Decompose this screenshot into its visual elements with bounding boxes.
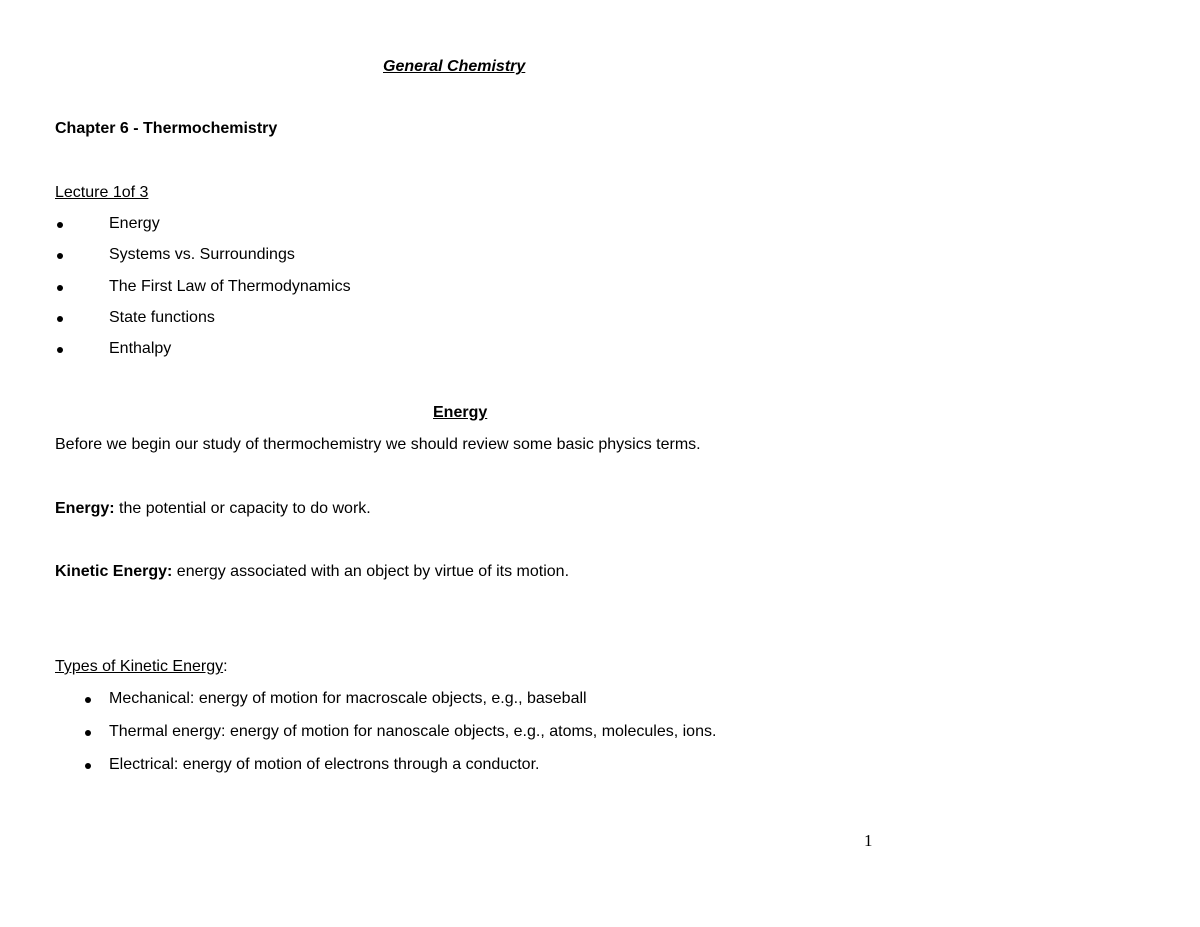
bullet-icon — [57, 253, 63, 259]
bullet-icon — [57, 285, 63, 291]
bullet-icon — [57, 316, 63, 322]
kinetic-types-heading-colon: : — [223, 658, 228, 675]
page-number: 1 — [864, 831, 873, 850]
definition-text: the potential or capacity to do work. — [114, 500, 371, 517]
kinetic-types-heading — [55, 657, 228, 677]
kinetic-type-item: Thermal energy: energy of motion for nanoscale objects, e.g., atoms, molecules, ions. — [109, 723, 717, 740]
bullet-icon — [85, 697, 91, 703]
kinetic-type-item: Electrical: energy of motion of electrons through a conductor. — [109, 756, 540, 773]
lecture-topic: Enthalpy — [109, 340, 172, 357]
kinetic-types-heading-text: Types of Kinetic Energy — [55, 658, 224, 675]
lecture-topic: Systems vs. Surroundings — [109, 246, 295, 263]
definition-energy — [55, 499, 371, 519]
lecture-topic: The First Law of Thermodynamics — [109, 278, 351, 295]
lecture-heading: Lecture 1of 3 — [55, 184, 149, 201]
bullet-icon — [57, 347, 63, 353]
chapter-heading: Chapter 6 - Thermochemistry — [55, 120, 278, 137]
lecture-topic: Energy — [109, 215, 160, 232]
section-heading-energy: Energy — [433, 404, 488, 421]
lecture-topic: State functions — [109, 309, 215, 326]
bullet-icon — [57, 222, 63, 228]
definition-text: energy associated with an object by virtue of its motion. — [172, 563, 570, 580]
definition-term: Kinetic Energy: — [55, 563, 173, 580]
bullet-icon — [85, 730, 91, 736]
definition-kinetic-energy — [55, 562, 569, 582]
intro-paragraph: Before we begin our study of thermochemistry we should review some basic physics terms. — [55, 436, 701, 453]
document-title: General Chemistry — [383, 58, 526, 75]
kinetic-type-item: Mechanical: energy of motion for macroscale objects, e.g., baseball — [109, 690, 587, 707]
definition-term: Energy: — [55, 500, 115, 517]
bullet-icon — [85, 763, 91, 769]
